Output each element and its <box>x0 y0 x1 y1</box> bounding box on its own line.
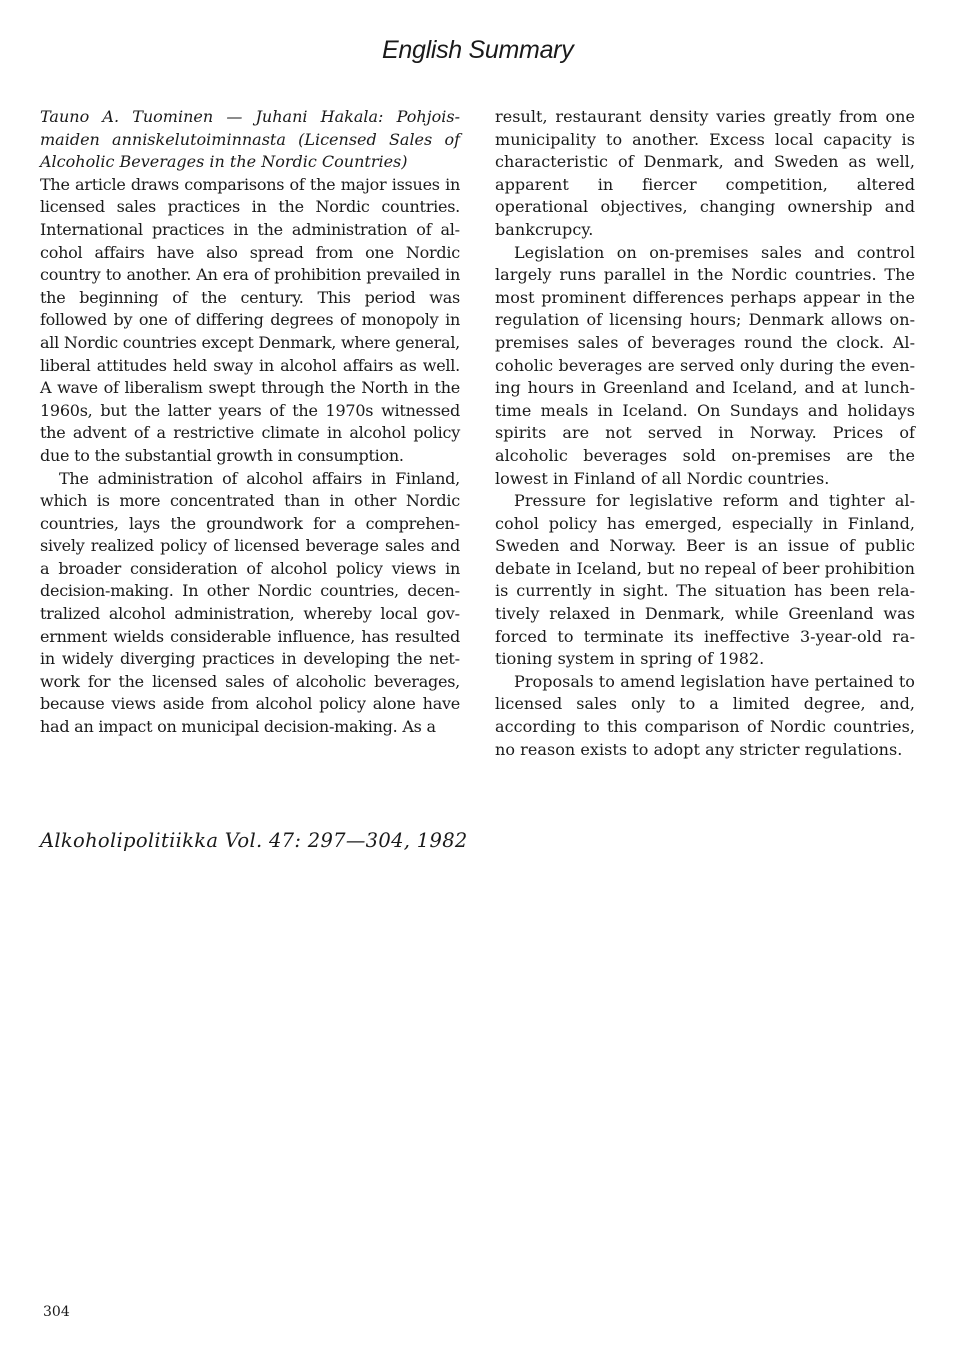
left-column <box>40 106 460 739</box>
paragraph: Proposals to amend legislation have pertained to licensed sales only to a limited degree, and, according to this comparison of Nordic countries, no reason exists to adopt any stricter regulations. <box>495 671 915 759</box>
page-number: 304 <box>43 1304 70 1320</box>
right-column <box>495 106 915 761</box>
right-body <box>495 106 915 761</box>
paragraph: The article draws comparisons of the major issues in licensed sales practices in the Nordic countries. International practices in the administration of alcohol affairs have also spread from one Nordic country to another. An era of prohibition prevailed in the beginning of the century. This period was followed by one of differing degrees of monopoly in all Nordic countries except Denmark, where general, liberal attitudes held sway in alcohol affairs as well. A wave of liberalism swept through the North in the 1960s, but the latter years of the 1970s witnessed the advent of a restrictive climate in alcohol policy due to the substantial growth in consumption. <box>40 174 461 465</box>
paragraph: Pressure for legislative reform and tighter alcohol policy has emerged, especially in Finland, Sweden and Norway. Beer is an issue of public debate in Iceland, but no repeal of beer prohibition is currently in sight. The situation has been relatively relaxed in Denmark, while Greenland was forced to terminate its ineffective 3-year-old rationing system in spring of 1982. <box>495 491 915 669</box>
page-title: English Summary <box>382 36 574 64</box>
journal-citation: Alkoholipolitiikka Vol. 47: 297—304, 1982 <box>40 829 468 852</box>
paragraph: The administration of alcohol affairs in Finland, which is more concentrated than in other Nordic countries, lays the groundwork for a comprehensively realized policy of licensed beverage sales and a broader consideration of alcohol policy views in decision-making. In other Nordic countries, decentralized alcohol administration, whereby local government wields considerable influence, has resulted in widely diverging practices in developing the network for the licensed sales of alcoholic beverages, because views aside from alcohol policy alone have had an impact on municipal decision-making. As a <box>40 468 460 737</box>
article-heading: Tauno A. Tuominen — Juhani Hakala: Pohjoismaiden anniskelutoiminnasta (Licensed Sales of Alcoholic Beverages in the Nordic Countries) <box>40 107 460 172</box>
paragraph: result, restaurant density varies greatly from one municipality to another. Excess local capacity is characteristic of Denmark, and Sweden as well, apparent in fiercer competition, altered operational objectives, changing ownership and bankcrupcy. <box>495 107 915 239</box>
left-body <box>40 174 460 739</box>
paragraph: Legislation on on-premises sales and control largely runs parallel in the Nordic countries. The most prominent differences perhaps appear in the regulation of licensing hours; Denmark allows onpremises sales of beverages round the clock. Alcoholic beverages are served only during the evening hours in Greenland and Iceland, and at lunchtime meals in Iceland. On Sundays and holidays spirits are not served in Norway. Prices of alcoholic beverages sold on-premises are the lowest in Finland of all Nordic countries. <box>495 242 915 488</box>
